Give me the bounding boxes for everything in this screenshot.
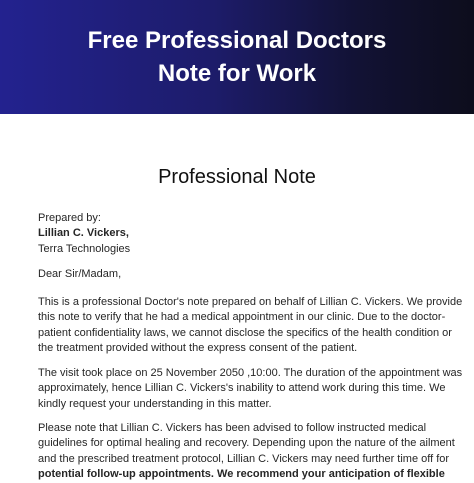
- paragraph-2-line: The visit took place on 25 November 2050 ,10:00. The duration of the appointment was: [38, 367, 463, 379]
- banner-title-line-2: Note for Work: [157, 60, 317, 87]
- salutation: Dear Sir/Madam,: [38, 268, 122, 280]
- paragraph-1-line: the treatment provided without the express consent of the patient.: [38, 342, 358, 355]
- paragraph-3: [38, 421, 455, 483]
- prepared-by-name: Lillian C. Vickers,: [38, 227, 129, 240]
- paragraph-2-line: approximately, hence Lillian C. Vickers's inability to attend work during this time. We: [38, 382, 446, 395]
- paragraph-2-line: kindly request your understanding in this matter.: [38, 397, 272, 410]
- organization-name: Terra Technologies: [38, 242, 131, 255]
- banner-title-line-1: Free Professional Doctors: [87, 27, 387, 54]
- paragraph-1: [38, 295, 463, 357]
- paragraph-3-line: guidelines for optimal healing and recovery. Depending upon the nature of the ailment: [38, 437, 455, 450]
- prepared-by-label: Prepared by:: [38, 212, 101, 224]
- paragraph-1-line: patient confidentiality laws, we cannot disclose the specifics of the health condition or: [38, 326, 452, 339]
- banner-title: [0, 24, 474, 90]
- paragraph-3-line: potential follow-up appointments. We recommend your anticipation of flexible: [38, 468, 445, 481]
- paragraph-1-line: This is a professional Doctor's note prepared on behalf of Lillian C. Vickers. We provide: [38, 296, 463, 308]
- paragraph-2: [38, 366, 463, 412]
- paragraph-1-line: this note to verify that he had a medical appointment in our clinic. Due to the doctor-: [38, 311, 446, 324]
- prepared-by-block: [38, 211, 438, 257]
- paragraph-3-line: Please note that Lillian C. Vickers has been advised to follow instructed medical: [38, 422, 427, 434]
- paragraph-3-line: and the prescribed treatment protocol, Lillian C. Vickers may need further time off for: [38, 452, 450, 465]
- document-title: Professional Note: [158, 166, 316, 188]
- header-banner: [0, 0, 474, 114]
